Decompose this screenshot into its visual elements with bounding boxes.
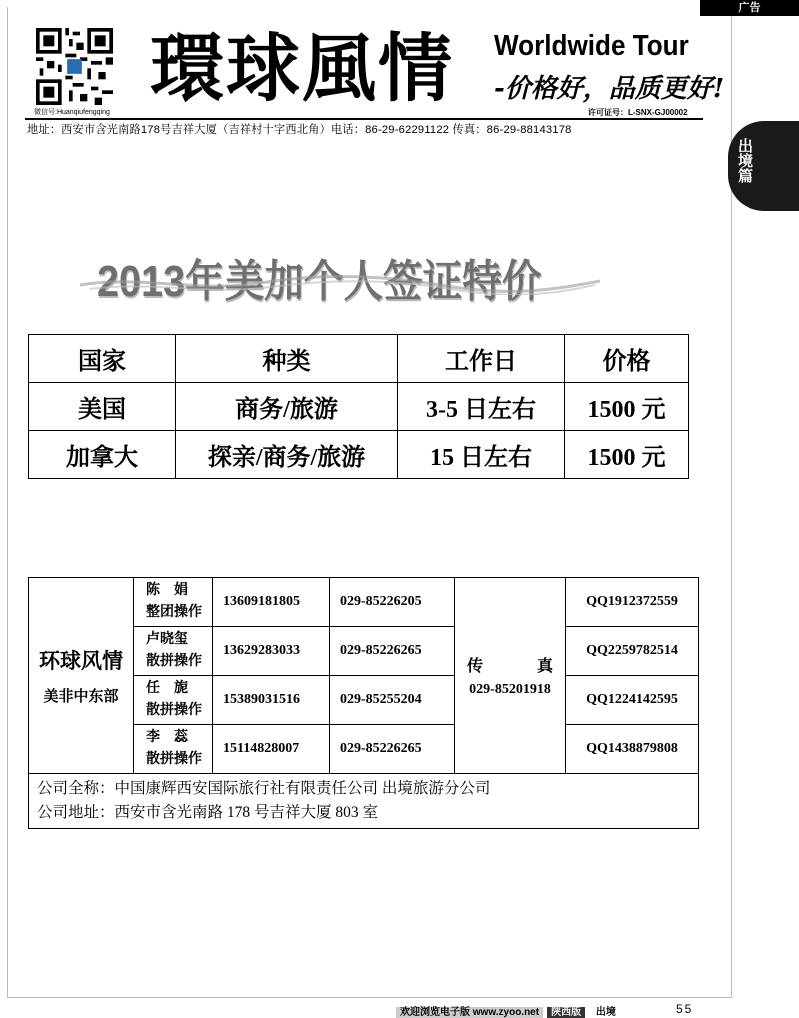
cell-price: 1500 元 [565, 431, 689, 479]
staff-mobile: 13609181805 [213, 578, 330, 627]
footer-section: 出境 [595, 1007, 616, 1018]
fax-label-b: 真 [536, 658, 553, 675]
department: 美非中东部 [43, 689, 119, 705]
brand-name-english: Worldwide Tour [494, 30, 689, 62]
page-number: 55 [676, 1002, 694, 1016]
staff-name-role [134, 676, 213, 725]
headline: 2013年美加个人签证特价 [97, 257, 542, 306]
contact-brand: 环球风情 [39, 649, 123, 673]
footer-browse-link[interactable]: 欢迎浏览电子版 www.zyoo.net [396, 1007, 543, 1018]
staff-name-role [134, 578, 213, 627]
fax-label-a: 传 [467, 658, 484, 675]
cell-type: 商务/旅游 [176, 383, 398, 431]
page-frame [7, 7, 732, 998]
footer [396, 1003, 616, 1018]
wechat-id: 微信号:Huanqiufengqing [34, 109, 110, 116]
header-country: 国家 [29, 335, 176, 383]
header-workdays: 工作日 [398, 335, 565, 383]
table-row [29, 383, 689, 431]
staff-qq: QQ2259782514 [566, 627, 699, 676]
staff-role: 散拼操作 [146, 752, 202, 767]
staff-name-role [134, 725, 213, 774]
footer-edition: 陕西版 [547, 1007, 585, 1018]
ad-tag: 广告 [700, 0, 799, 16]
staff-qq: QQ1438879808 [566, 725, 699, 774]
staff-phone: 029-85226265 [330, 725, 455, 774]
staff-role: 整团操作 [146, 605, 202, 620]
contact-table [28, 577, 699, 829]
fax-cell [455, 578, 566, 774]
brand-logo-chinese: 環球風情 [150, 26, 454, 112]
staff-phone: 029-85226205 [330, 578, 455, 627]
section-side-tab [728, 121, 799, 211]
price-table-header-row [29, 335, 689, 383]
cell-workdays: 15 日左右 [398, 431, 565, 479]
brand-cell [29, 578, 134, 774]
company-address: 公司地址：西安市含光南路 178 号吉祥大厦 803 室 [37, 804, 379, 821]
table-row [29, 431, 689, 479]
cell-price: 1500 元 [565, 383, 689, 431]
staff-name: 陈 娟 [146, 583, 188, 598]
cell-country: 加拿大 [29, 431, 176, 479]
staff-mobile: 13629283033 [213, 627, 330, 676]
header-divider [25, 118, 703, 120]
qr-code-icon [36, 28, 113, 105]
staff-name: 任 旎 [146, 681, 188, 696]
staff-phone: 029-85255204 [330, 676, 455, 725]
staff-phone: 029-85226265 [330, 627, 455, 676]
slogan: -价格好，品质更好! [494, 74, 725, 104]
side-tab-label: 出境篇 [738, 138, 754, 185]
cell-workdays: 3-5 日左右 [398, 383, 565, 431]
staff-mobile: 15389031516 [213, 676, 330, 725]
header-type: 种类 [176, 335, 398, 383]
staff-role: 散拼操作 [146, 703, 202, 718]
cell-country: 美国 [29, 383, 176, 431]
staff-role: 散拼操作 [146, 654, 202, 669]
cell-type: 探亲/商务/旅游 [176, 431, 398, 479]
header-price: 价格 [565, 335, 689, 383]
table-row [29, 578, 699, 627]
staff-qq: QQ1912372559 [566, 578, 699, 627]
company-full-name: 公司全称：中国康辉西安国际旅行社有限责任公司 出境旅游分公司 [37, 780, 491, 797]
company-info-row [29, 774, 699, 829]
staff-name-role [134, 627, 213, 676]
license-number: 许可证号：L-SNX-GJ00002 [588, 108, 688, 117]
company-info [29, 774, 699, 829]
staff-name: 李 蕊 [146, 730, 188, 745]
fax-label [455, 653, 565, 676]
headline-reflection-decoration [80, 273, 600, 295]
header-contact-line: 地址：西安市含光南路178号吉祥大厦（吉祥村十字西北角）电话：86-29-62291122 传真：86-29-88143178 [27, 124, 572, 136]
staff-qq: QQ1224142595 [566, 676, 699, 725]
staff-name: 卢晓玺 [146, 632, 188, 647]
visa-price-table [28, 334, 689, 479]
fax-number: 029-85201918 [469, 682, 551, 697]
staff-mobile: 15114828007 [213, 725, 330, 774]
